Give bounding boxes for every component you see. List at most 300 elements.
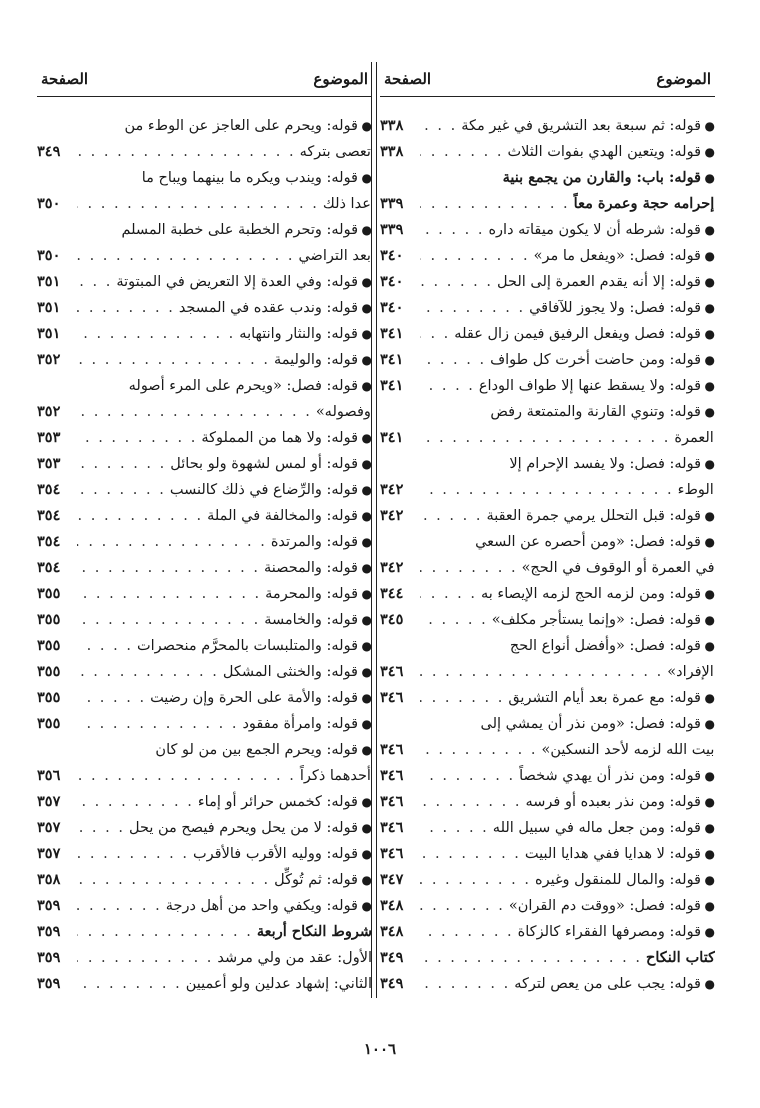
index-entry: [37, 789, 372, 815]
bullet-icon: ●: [704, 769, 715, 783]
index-entry: [380, 399, 715, 451]
entry-topic: قوله: لا هدايا ففي هدايا البيت: [524, 846, 701, 862]
entry-topic: العمرة: [674, 430, 714, 446]
bullet-icon: ●: [361, 275, 372, 289]
index-entry: [380, 217, 715, 243]
bullet-icon: ●: [704, 405, 715, 419]
entry-page-number: ٣٤٨: [380, 897, 404, 914]
index-entry: [380, 165, 715, 217]
entry-topic: شروط النكاح أربعة: [256, 923, 372, 940]
entry-topic: قوله: إلا أنه يقدم العمرة إلى الحل: [497, 274, 701, 290]
leader-dots: [77, 529, 267, 555]
entry-topic: قوله: فصل: «وأفضل أنواع الحج: [509, 638, 701, 654]
index-entry: [37, 217, 372, 269]
entry-page-number: ٣٤٧: [380, 871, 404, 888]
index-entry: [37, 711, 372, 737]
entry-page-number: ٣٤٢: [380, 481, 404, 498]
entry-topic: قوله: ويحرم الجمع بين من لو كان: [155, 742, 358, 758]
leader-dots: [420, 243, 530, 269]
entry-page-number: ٣٤١: [380, 377, 404, 394]
entry-page-number: ٣٥٢: [37, 351, 61, 368]
bullet-icon: ●: [361, 691, 372, 705]
entry-page-number: ٣٤١: [380, 351, 404, 368]
entry-topic: قوله: وتنوي القارنة والمتمتعة رفض: [490, 404, 701, 420]
bullet-icon: ●: [704, 639, 715, 653]
bullet-icon: ●: [704, 587, 715, 601]
index-entries: [380, 97, 715, 997]
page-number: ١٠٠٦: [363, 1040, 397, 1058]
index-entry: [380, 841, 715, 867]
entry-topic: قوله: والخنثى المشكل: [222, 664, 358, 680]
entry-topic: بيت الله لزمه لأحد النسكين»: [541, 742, 715, 758]
index-entry: [380, 945, 715, 971]
entry-topic: قوله: والمحصنة: [263, 560, 358, 576]
index-entry: [37, 633, 372, 659]
index-entry: [37, 451, 372, 477]
entry-topic: قوله: فصل: «ويحرم على المرء أصوله: [128, 378, 358, 394]
index-entry: [380, 607, 715, 633]
entry-page-number: ٣٥٤: [37, 559, 61, 576]
index-entry: [37, 659, 372, 685]
entry-topic: عدا ذلك: [322, 196, 371, 212]
leader-dots: [420, 815, 489, 841]
entry-topic: قوله: ولا يسقط عنها إلا طواف الوداع: [478, 378, 701, 394]
entry-topic: قوله: فصل: «ووقت دم القران»: [508, 898, 701, 914]
entry-topic: قوله: ويندب ويكره ما بينهما ويباح ما: [141, 170, 358, 186]
index-entry: [37, 685, 372, 711]
index-entry: [380, 867, 715, 893]
entry-topic: قوله: فصل: «ويفعل ما مر»: [533, 248, 701, 264]
entry-page-number: ٣٤٦: [380, 793, 404, 810]
entry-page-number: ٣٥٥: [37, 611, 61, 628]
index-column-left: [37, 62, 372, 997]
index-entry: [380, 347, 715, 373]
bullet-icon: ●: [361, 353, 372, 367]
index-entry: [37, 529, 372, 555]
leader-dots: [77, 451, 166, 477]
entry-page-number: ٣٥٥: [37, 637, 61, 654]
leader-dots: [420, 685, 504, 711]
entry-topic: قوله: فصل: ولا يفسد الإحرام إلا: [509, 456, 701, 472]
topic-heading: الموضوع: [313, 70, 368, 88]
leader-dots: [77, 633, 133, 659]
index-entry: [37, 841, 372, 867]
leader-dots: [77, 243, 294, 269]
bullet-icon: ●: [704, 301, 715, 315]
bullet-icon: ●: [361, 873, 372, 887]
leader-dots: [420, 191, 570, 217]
entry-topic: قوله: ثم سبعة بعد التشريق في غير مكة: [461, 118, 701, 134]
entry-page-number: ٣٥٠: [37, 247, 61, 264]
entry-topic: قوله: ومن نذر أن يهدي شخصاً: [519, 768, 701, 784]
index-entry: [37, 815, 372, 841]
index-entry: [37, 425, 372, 451]
leader-dots: [420, 919, 514, 945]
column-header: [37, 62, 372, 97]
leader-dots: [77, 945, 213, 971]
index-entry: [380, 139, 715, 165]
bullet-icon: ●: [704, 899, 715, 913]
leader-dots: [420, 113, 457, 139]
leader-dots: [77, 503, 203, 529]
leader-dots: [77, 659, 219, 685]
entry-topic: قوله: وتحرم الخطبة على خطبة المسلم: [121, 222, 358, 238]
entry-topic: قوله: فصل: ولا يجوز للآفاقي: [529, 300, 701, 316]
entry-page-number: ٣٤٢: [380, 507, 404, 524]
index-entry: [37, 607, 372, 633]
entry-topic: قوله: وامرأة مفقود: [242, 716, 358, 732]
entry-topic: قوله: ومصرفها الفقراء كالزكاة: [517, 924, 701, 940]
entry-topic: قوله: أو لمس لشهوة ولو بحائل: [170, 456, 358, 472]
leader-dots: [77, 425, 197, 451]
entry-page-number: ٣٥٥: [37, 715, 61, 732]
entry-topic: قوله: وندب عقده في المسجد: [178, 300, 358, 316]
entry-topic: قوله: شرطه أن لا يكون ميقاته داره: [488, 222, 701, 238]
entry-page-number: ٣٤٥: [380, 611, 404, 628]
entry-topic: قوله: كخمس حرائر أو إماء: [197, 794, 358, 810]
leader-dots: [420, 373, 475, 399]
index-entry: [380, 633, 715, 685]
entry-topic: الثاني: إشهاد عدلين ولو أعميين: [185, 976, 372, 992]
leader-dots: [77, 607, 260, 633]
index-entry: [380, 763, 715, 789]
leader-dots: [420, 841, 521, 867]
entry-topic: قوله: ومن حاضت أخرت كل طواف: [490, 352, 701, 368]
entry-topic: قوله: يجب على من يعص لتركه: [514, 976, 701, 992]
bullet-icon: ●: [361, 431, 372, 445]
leader-dots: [420, 789, 521, 815]
entry-page-number: ٣٤٠: [380, 273, 404, 290]
index-entry: [380, 919, 715, 945]
index-entry: [37, 165, 372, 217]
leader-dots: [77, 139, 296, 165]
entry-page-number: ٣٤٩: [37, 143, 61, 160]
bullet-icon: ●: [704, 275, 715, 289]
entry-topic: قوله: باب: والقارن من يجمع بنية: [502, 169, 701, 186]
leader-dots: [420, 425, 670, 451]
leader-dots: [77, 841, 189, 867]
bullet-icon: ●: [361, 613, 372, 627]
leader-dots: [420, 555, 518, 581]
index-entry: [37, 971, 372, 997]
bullet-icon: ●: [704, 535, 715, 549]
leader-dots: [77, 191, 319, 217]
bullet-icon: ●: [361, 327, 372, 341]
index-entry: [37, 581, 372, 607]
bullet-icon: ●: [361, 535, 372, 549]
entry-topic: بعد التراضي: [298, 248, 371, 264]
leader-dots: [77, 295, 175, 321]
index-entry: [37, 477, 372, 503]
entry-page-number: ٣٥٩: [37, 923, 61, 940]
bullet-icon: ●: [704, 353, 715, 367]
index-entry: [37, 373, 372, 425]
entry-page-number: ٣٥٧: [37, 793, 61, 810]
entry-topic: قوله: فصل: «ومن نذر أن يمشي إلى: [480, 716, 701, 732]
entry-page-number: ٣٥٩: [37, 897, 61, 914]
index-entry: [380, 269, 715, 295]
leader-dots: [420, 503, 482, 529]
bullet-icon: ●: [361, 483, 372, 497]
entry-page-number: ٣٥٥: [37, 689, 61, 706]
entry-page-number: ٣٤٢: [380, 559, 404, 576]
entry-page-number: ٣٤١: [380, 325, 404, 342]
leader-dots: [77, 919, 253, 945]
entry-page-number: ٣٣٨: [380, 117, 404, 134]
entry-page-number: ٣٥٢: [37, 403, 61, 420]
leader-dots: [420, 659, 663, 685]
entry-topic: قوله: فصل: «ومن أحصره عن السعي: [475, 534, 701, 550]
index-entry: [37, 737, 372, 789]
index-entry: [380, 373, 715, 399]
entry-page-number: ٣٣٩: [380, 221, 404, 238]
leader-dots: [420, 763, 515, 789]
bullet-icon: ●: [704, 119, 715, 133]
bullet-icon: ●: [361, 665, 372, 679]
index-column-right: [380, 62, 715, 997]
entry-page-number: ٣٥٦: [37, 767, 61, 784]
entry-page-number: ٣٥٩: [37, 975, 61, 992]
entry-topic: قوله: ووليه الأقرب فالأقرب: [193, 846, 358, 862]
index-entry: [380, 295, 715, 321]
index-entry: [380, 971, 715, 997]
bullet-icon: ●: [361, 795, 372, 809]
entry-topic: الإفراد»: [667, 664, 714, 680]
leader-dots: [77, 711, 238, 737]
entry-topic: وفصوله»: [315, 404, 371, 420]
index-entry: [380, 451, 715, 503]
entry-page-number: ٣٥٩: [37, 949, 61, 966]
index-entry: [37, 269, 372, 295]
entry-page-number: ٣٥٨: [37, 871, 61, 888]
index-entry: [380, 685, 715, 711]
leader-dots: [420, 295, 525, 321]
entry-page-number: ٣٤٦: [380, 663, 404, 680]
bullet-icon: ●: [361, 561, 372, 575]
entry-page-number: ٣٤٩: [380, 949, 404, 966]
index-entry: [37, 503, 372, 529]
entry-topic: قوله: والأمة على الحرة وإن رضيت: [150, 690, 358, 706]
leader-dots: [420, 347, 486, 373]
entry-page-number: ٣٤٠: [380, 247, 404, 264]
topic-heading: الموضوع: [656, 70, 711, 88]
entry-page-number: ٣٤٦: [380, 741, 404, 758]
entry-topic: قوله: قبل التحلل يرمي جمرة العقبة: [486, 508, 701, 524]
index-entry: [380, 893, 715, 919]
bullet-icon: ●: [704, 379, 715, 393]
leader-dots: [420, 867, 531, 893]
entry-topic: قوله: ولا هما من المملوكة: [201, 430, 358, 446]
leader-dots: [77, 685, 146, 711]
entry-topic: قوله: ويتعين الهدي بفوات الثلاث: [507, 144, 701, 160]
entry-topic: قوله: فصل ويفعل الرفيق فيمن زال عقله: [454, 326, 701, 342]
entry-topic: قوله: فصل: «وإنما يستأجر مكلف»: [491, 612, 701, 628]
entry-page-number: ٣٤١: [380, 429, 404, 446]
page-heading: الصفحة: [384, 70, 432, 88]
index-entry: [380, 815, 715, 841]
index-entry: [37, 893, 372, 919]
leader-dots: [77, 321, 235, 347]
entry-topic: قوله: ويحرم على العاجز عن الوطء من: [124, 118, 358, 134]
index-entry: [380, 711, 715, 763]
bullet-icon: ●: [361, 301, 372, 315]
entry-page-number: ٣٤٨: [380, 923, 404, 940]
leader-dots: [77, 971, 182, 997]
index-entry: [380, 113, 715, 139]
leader-dots: [77, 347, 270, 373]
bullet-icon: ●: [704, 795, 715, 809]
bullet-icon: ●: [361, 379, 372, 393]
leader-dots: [420, 893, 505, 919]
index-entry: [380, 529, 715, 581]
bullet-icon: ●: [361, 717, 372, 731]
leader-dots: [77, 399, 312, 425]
bullet-icon: ●: [704, 847, 715, 861]
index-entry: [37, 321, 372, 347]
index-entry: [380, 581, 715, 607]
entry-topic: قوله: والخامسة: [264, 612, 358, 628]
leader-dots: [77, 555, 260, 581]
entry-topic: كتاب النكاح: [645, 949, 715, 966]
entry-page-number: ٣٤٦: [380, 819, 404, 836]
leader-dots: [420, 477, 674, 503]
index-entries: [37, 97, 372, 997]
leader-dots: [77, 815, 125, 841]
leader-dots: [420, 737, 537, 763]
entry-topic: قوله: ومن جعل ماله في سبيل الله: [492, 820, 701, 836]
entry-topic: قوله: ومن لزمه الحج لزمه الإيصاء به: [481, 586, 701, 602]
entry-page-number: ٣٤٠: [380, 299, 404, 316]
entry-topic: الأول: عقد من ولي مرشد: [217, 950, 372, 966]
leader-dots: [420, 581, 477, 607]
index-entry: [37, 113, 372, 165]
entry-page-number: ٣٤٦: [380, 845, 404, 862]
leader-dots: [77, 893, 162, 919]
bullet-icon: ●: [361, 509, 372, 523]
entry-page-number: ٣٣٨: [380, 143, 404, 160]
index-entry: [37, 945, 372, 971]
index-entry: [380, 321, 715, 347]
entry-topic: قوله: والمتلبسات بالمحرَّم منحصرات: [136, 638, 358, 654]
bullet-icon: ●: [361, 457, 372, 471]
entry-page-number: ٣٥٥: [37, 585, 61, 602]
bullet-icon: ●: [704, 249, 715, 263]
entry-topic: إحرامه حجة وعمرة معاً: [573, 195, 715, 212]
bullet-icon: ●: [361, 587, 372, 601]
bullet-icon: ●: [704, 821, 715, 835]
entry-topic: قوله: وفي العدة إلا التعريض في المبتوتة: [116, 274, 358, 290]
index-entry: [37, 867, 372, 893]
entry-page-number: ٣٥٥: [37, 663, 61, 680]
bullet-icon: ●: [704, 691, 715, 705]
index-entry: [37, 919, 372, 945]
leader-dots: [77, 867, 270, 893]
bullet-icon: ●: [704, 717, 715, 731]
entry-topic: قوله: لا من يحل ويحرم فيصح من يحل: [128, 820, 358, 836]
bullet-icon: ●: [704, 613, 715, 627]
entry-topic: قوله: والمال للمنقول وغيره: [534, 872, 701, 888]
bullet-icon: ●: [361, 119, 372, 133]
bullet-icon: ●: [704, 223, 715, 237]
leader-dots: [77, 581, 261, 607]
entry-page-number: ٣٥١: [37, 299, 61, 316]
entry-topic: قوله: والنثار وانتهابه: [239, 326, 358, 342]
bullet-icon: ●: [704, 457, 715, 471]
index-entry: [37, 295, 372, 321]
entry-topic: قوله: والرِّضاع في ذلك كالنسب: [169, 482, 358, 498]
bullet-icon: ●: [361, 223, 372, 237]
bullet-icon: ●: [361, 171, 372, 185]
entry-page-number: ٣٤٦: [380, 767, 404, 784]
entry-topic: قوله: ويكفي واحد من أهل درجة: [165, 898, 358, 914]
bullet-icon: ●: [704, 925, 715, 939]
leader-dots: [420, 217, 484, 243]
bullet-icon: ●: [361, 847, 372, 861]
index-entry: [37, 347, 372, 373]
entry-topic: قوله: والمحرمة: [265, 586, 358, 602]
leader-dots: [420, 139, 503, 165]
bullet-icon: ●: [361, 899, 372, 913]
entry-page-number: ٣٥٧: [37, 845, 61, 862]
entry-page-number: ٣٥١: [37, 273, 61, 290]
entry-page-number: ٣٥١: [37, 325, 61, 342]
entry-page-number: ٣٣٩: [380, 195, 404, 212]
entry-topic: أحدهما ذكراً: [299, 768, 371, 784]
leader-dots: [77, 789, 194, 815]
entry-page-number: ٣٤٩: [380, 975, 404, 992]
leader-dots: [420, 971, 510, 997]
page-heading: الصفحة: [41, 70, 89, 88]
leader-dots: [420, 269, 493, 295]
index-entry: [380, 503, 715, 529]
entry-page-number: ٣٥٧: [37, 819, 61, 836]
bullet-icon: ●: [704, 873, 715, 887]
entry-topic: قوله: ثم تُوكِّل: [274, 872, 358, 888]
column-header: [380, 62, 715, 97]
entry-topic: قوله: والمرتدة: [270, 534, 358, 550]
bullet-icon: ●: [361, 821, 372, 835]
entry-page-number: ٣٤٤: [380, 585, 404, 602]
entry-page-number: ٣٥٤: [37, 533, 61, 550]
bullet-icon: ●: [704, 327, 715, 341]
bullet-icon: ●: [361, 743, 372, 757]
leader-dots: [420, 321, 450, 347]
entry-page-number: ٣٥٤: [37, 507, 61, 524]
entry-page-number: ٣٤٦: [380, 689, 404, 706]
entry-topic: قوله: والمخالفة في الملة: [207, 508, 358, 524]
bullet-icon: ●: [704, 509, 715, 523]
index-entry: [380, 789, 715, 815]
entry-topic: في العمرة أو الوقوف في الحج»: [521, 560, 715, 576]
leader-dots: [77, 269, 112, 295]
bullet-icon: ●: [704, 145, 715, 159]
entry-topic: تعصى بتركه: [299, 144, 371, 160]
entry-topic: قوله: ومن نذر بعبده أو فرسه: [525, 794, 701, 810]
entry-topic: الوطء: [677, 482, 714, 498]
leader-dots: [420, 607, 488, 633]
bullet-icon: ●: [361, 639, 372, 653]
bullet-icon: ●: [704, 171, 715, 185]
entry-topic: قوله: مع عمرة بعد أيام التشريق: [508, 690, 701, 706]
entry-page-number: ٣٥٠: [37, 195, 61, 212]
index-entry: [380, 243, 715, 269]
bullet-icon: ●: [704, 977, 715, 991]
leader-dots: [77, 763, 296, 789]
leader-dots: [420, 945, 642, 971]
index-entry: [37, 555, 372, 581]
entry-page-number: ٣٥٤: [37, 481, 61, 498]
entry-page-number: ٣٥٣: [37, 429, 61, 446]
